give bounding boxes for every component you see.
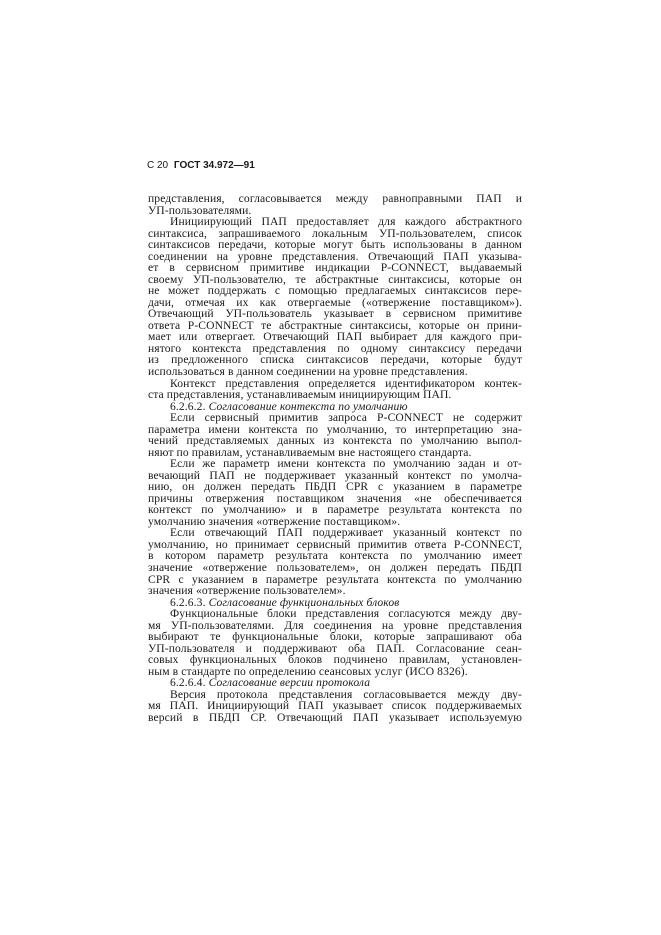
- section-number: 6.2.6.3.: [170, 595, 206, 609]
- paragraph-first-line: Если отвечающий ПАП поддерживает указанный контекст по: [170, 526, 522, 540]
- text-line: значения «отвержение пользователем».: [148, 584, 346, 598]
- section-title: Согласование функциональных блоков: [208, 595, 400, 609]
- text-line: УП-пользователями.: [148, 203, 252, 217]
- text-line: синтаксисов передачи, которые могут быть использованы в данном: [148, 238, 522, 252]
- text-line: версий в ПБДП CP. Отвечающий ПАП указывает используемую: [148, 710, 522, 724]
- text-line: дачи, отмечая их как отвергаемые («отвержение поставщиком»).: [148, 295, 522, 309]
- text-line: ста представления, устанавливаемым инициирующим ПАП.: [148, 388, 452, 402]
- paragraph-first-line: Версия протокола представления согласовывается между дву-: [170, 687, 522, 701]
- text-line: вечающий ПАП не поддерживает указанный контекст по умолча-: [148, 468, 522, 482]
- text-line: Отвечающий УП-пользователь указывает в сервисном примитиве: [148, 307, 522, 321]
- text-line: мя УП-пользователями. Для соединения на уровне представления: [148, 618, 522, 632]
- paragraph-first-line: Инициирующий ПАП предоставляет для каждого абстрактного: [170, 215, 522, 229]
- paragraph-first-line: Если же параметр имени контекста по умолчанию задан и от-: [170, 457, 522, 471]
- section-number: 6.2.6.4.: [170, 676, 206, 690]
- text-line: CPR с указанием в параметре результата контекста по умолчанию: [148, 572, 522, 586]
- text-line: умолчанию значения «отвержение поставщиком».: [148, 514, 401, 528]
- body-text: [148, 193, 522, 723]
- text-line: из предложенного списка синтаксисов передачи, которые будут: [148, 353, 522, 367]
- text-line: соединении на уровне представления. Отвечающий ПАП указыва-: [148, 249, 522, 263]
- text-line: совых функциональных блоков подчинено правилам, установлен-: [148, 653, 522, 667]
- text-line: контекст по умолчанию» и в параметре результата контекста по: [148, 503, 522, 517]
- text-line: причины отвержения поставщиком значения «не обеспечивается: [148, 491, 522, 505]
- text-line: ным в стандарте по определению сеансовых услуг (ИСО 8326).: [148, 664, 468, 678]
- paragraph-first-line: Контекст представления определяется идентификатором контек-: [170, 376, 522, 390]
- text-line: значение «отвержение пользователем», он должен передать ПБДП: [148, 561, 522, 574]
- text-line: своему УП-пользователю, те абстрактные синтаксисы, которые он: [148, 272, 522, 286]
- page-header: [147, 160, 522, 172]
- text-line: УП-пользователя и поддерживают оба ПАП. Согласование сеан-: [148, 641, 522, 655]
- section-title: Согласование контекста по умолчанию: [208, 399, 408, 413]
- text-line: мает или отвергает. Отвечающий ПАП выбирает для каждого при-: [148, 330, 522, 344]
- text-line: использоваться в данном соединении на уровне представления.: [148, 364, 468, 378]
- text-line: умолчанию, но принимает сервисный примитив ответа P-CONNECT,: [148, 537, 522, 551]
- document-page: [148, 160, 522, 723]
- text-line: представления, согласовывается между равноправными ПАП и: [148, 192, 522, 205]
- paragraph-first-line: Если сервисный примитив запроса P-CONNECT не содержит: [170, 411, 522, 425]
- text-line: в котором параметр результата контекста по умолчанию имеет: [148, 549, 522, 563]
- text-line: няют по правилам, устанавливаемым вне настоящего стандарта.: [148, 445, 472, 459]
- section-number: 6.2.6.2.: [170, 399, 206, 413]
- text-line: параметра имени контекста по умолчанию, то интерпретацию зна-: [148, 422, 522, 436]
- paragraph-first-line: Функциональные блоки представления согласуются между дву-: [170, 607, 522, 621]
- standard-designation: ГОСТ 34.972—91: [173, 160, 255, 171]
- text-line: ответа P-CONNECT те абстрактные синтаксисы, которые он прини-: [148, 318, 522, 332]
- text-line: чений представляемых данных из контекста по умолчанию выпол-: [148, 434, 522, 448]
- text-line: выбирают те функциональные блоки, которые запрашивают оба: [148, 630, 522, 644]
- text-line: мя ПАП. Инициирующий ПАП указывает список поддерживаемых: [148, 699, 522, 713]
- text-line: нятого контекста представления по одному синтаксису передачи: [148, 341, 522, 355]
- text-line: синтаксиса, запрашиваемого локальным УП-пользователем, список: [148, 226, 522, 240]
- page-number: С 20: [147, 160, 169, 171]
- text-line: не может поддержать с помощью предлагаемых синтаксисов пере-: [148, 284, 522, 298]
- section-title: Согласование версии протокола: [208, 676, 371, 690]
- text-line: ет в сервисном примитиве индикации P-CONNECT, выдаваемый: [148, 261, 522, 275]
- text-line: нию, он должен передать ПБДП CPR с указанием в параметре: [148, 480, 522, 494]
